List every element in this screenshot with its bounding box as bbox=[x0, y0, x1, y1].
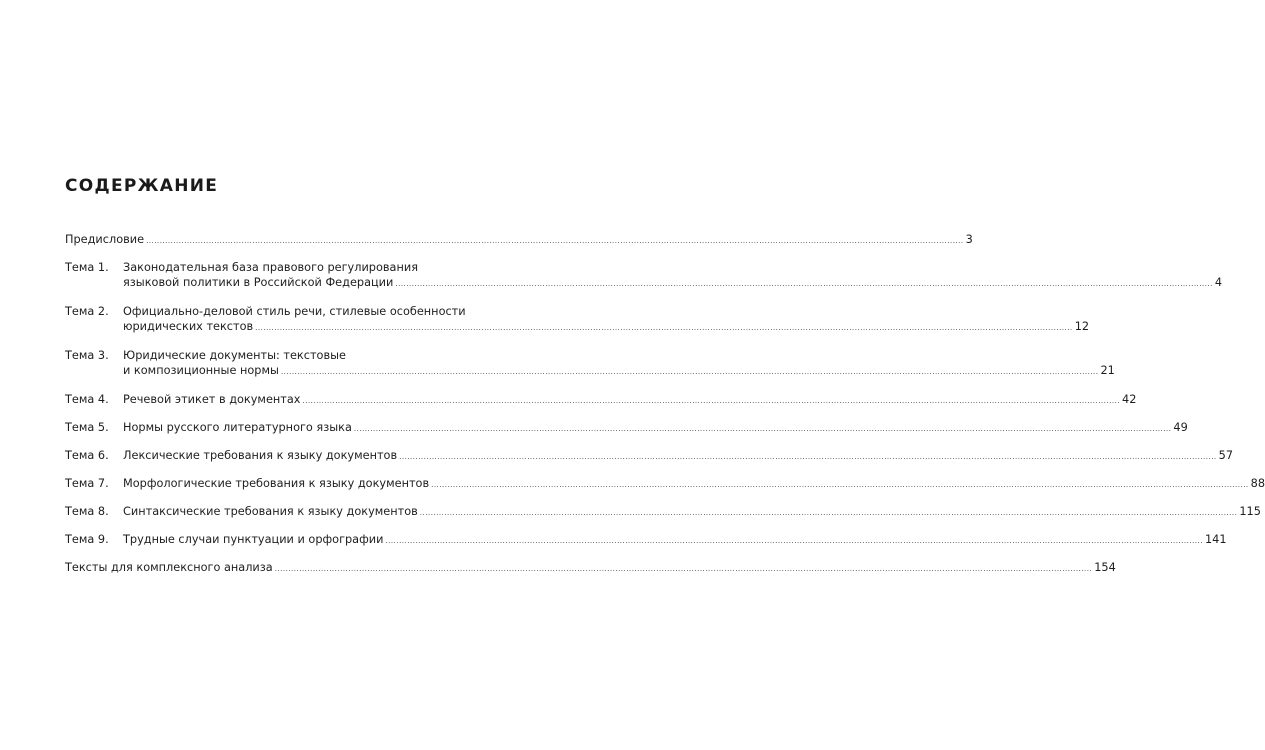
toc-topic-number: Тема 6. bbox=[65, 449, 109, 462]
toc-topic-number: Тема 8. bbox=[65, 505, 109, 518]
toc-entry-preface[interactable] bbox=[65, 232, 973, 249]
toc-entry-topic-6[interactable] bbox=[65, 448, 1234, 465]
toc-entry-title-cont: юридических текстов bbox=[123, 320, 254, 333]
toc-page-number: 4 bbox=[1214, 276, 1223, 289]
toc-topic-number: Тема 2. bbox=[65, 305, 109, 318]
toc-entry-title: Морфологические требования к языку документов bbox=[123, 477, 430, 490]
contents-heading: СОДЕРЖАНИЕ bbox=[65, 176, 219, 196]
toc-entry-title: Синтаксические требования к языку документов bbox=[123, 505, 418, 518]
toc-entry-title: Предисловие bbox=[65, 233, 145, 246]
toc-page-number: 88 bbox=[1250, 477, 1265, 490]
dot-leader: ............................................................................................................................................................................................................................................................................................................ bbox=[302, 397, 1121, 405]
toc-entry-topic-5[interactable] bbox=[65, 420, 1188, 437]
toc-entry-topic-9[interactable] bbox=[65, 532, 1227, 549]
toc-page-number: 154 bbox=[1094, 561, 1116, 574]
toc-entry-title: Лексические требования к языку документов bbox=[123, 449, 398, 462]
dot-leader: ............................................................................................................................................................................................................................................................................................................ bbox=[353, 425, 1172, 433]
dot-leader: ............................................................................................................................................................................................................................................................................................................ bbox=[280, 368, 1099, 376]
toc-entry-title: Тексты для комплексного анализа bbox=[65, 561, 273, 574]
dot-leader: ............................................................................................................................................................................................................................................................................................................ bbox=[255, 324, 1073, 332]
toc-page-number: 21 bbox=[1100, 364, 1115, 377]
toc-entry-texts-analysis[interactable] bbox=[65, 560, 1116, 577]
toc-entry-topic-1[interactable] bbox=[65, 260, 1223, 292]
dot-leader: ............................................................................................................................................................................................................................................................................................................ bbox=[431, 481, 1249, 489]
toc-page-number: 42 bbox=[1122, 393, 1137, 406]
toc-topic-number: Тема 9. bbox=[65, 533, 109, 546]
table-of-contents bbox=[65, 232, 1265, 577]
toc-page-number: 141 bbox=[1204, 533, 1227, 546]
toc-topic-number: Тема 1. bbox=[65, 261, 109, 274]
toc-entry-title-cont: языковой политики в Российской Федерации bbox=[123, 276, 394, 289]
toc-entry-title: Речевой этикет в документах bbox=[123, 393, 301, 406]
toc-entry-title: Трудные случаи пунктуации и орфографии bbox=[123, 533, 384, 546]
toc-topic-number: Тема 3. bbox=[65, 349, 109, 362]
toc-entry-title-cont: и композиционные нормы bbox=[123, 364, 279, 377]
toc-entry-topic-4[interactable] bbox=[65, 392, 1137, 409]
dot-leader: ............................................................................................................................................................................................................................................................................................................ bbox=[395, 280, 1213, 288]
toc-topic-number: Тема 5. bbox=[65, 421, 109, 434]
toc-page-number: 12 bbox=[1074, 320, 1090, 333]
dot-leader: ............................................................................................................................................................................................................................................................................................................ bbox=[419, 509, 1238, 517]
dot-leader: ............................................................................................................................................................................................................................................................................................................ bbox=[399, 453, 1217, 461]
dot-leader: ............................................................................................................................................................................................................................................................................................................ bbox=[385, 537, 1203, 545]
toc-entry-topic-8[interactable] bbox=[65, 504, 1261, 521]
toc-topic-number: Тема 7. bbox=[65, 477, 109, 490]
toc-entry-topic-7[interactable] bbox=[65, 476, 1265, 493]
toc-page-number: 57 bbox=[1218, 449, 1234, 462]
toc-entry-title: Юридические документы: текстовые bbox=[123, 349, 346, 362]
toc-page-number: 3 bbox=[965, 233, 973, 246]
toc-entry-title: Нормы русского литературного языка bbox=[123, 421, 352, 434]
toc-page-number: 115 bbox=[1239, 505, 1261, 518]
toc-entry-topic-3[interactable] bbox=[65, 348, 1115, 380]
dot-leader: ............................................................................................................................................................................................................................................................................................................ bbox=[274, 565, 1093, 573]
toc-page-number: 49 bbox=[1173, 421, 1188, 434]
dot-leader: ............................................................................................................................................................................................................................................................................................................ bbox=[146, 237, 964, 245]
toc-entry-topic-2[interactable] bbox=[65, 304, 1090, 336]
toc-topic-number: Тема 4. bbox=[65, 393, 109, 406]
toc-entry-title: Официально-деловой стиль речи, стилевые особенности bbox=[123, 305, 466, 318]
toc-entry-title: Законодательная база правового регулирования bbox=[123, 261, 418, 274]
